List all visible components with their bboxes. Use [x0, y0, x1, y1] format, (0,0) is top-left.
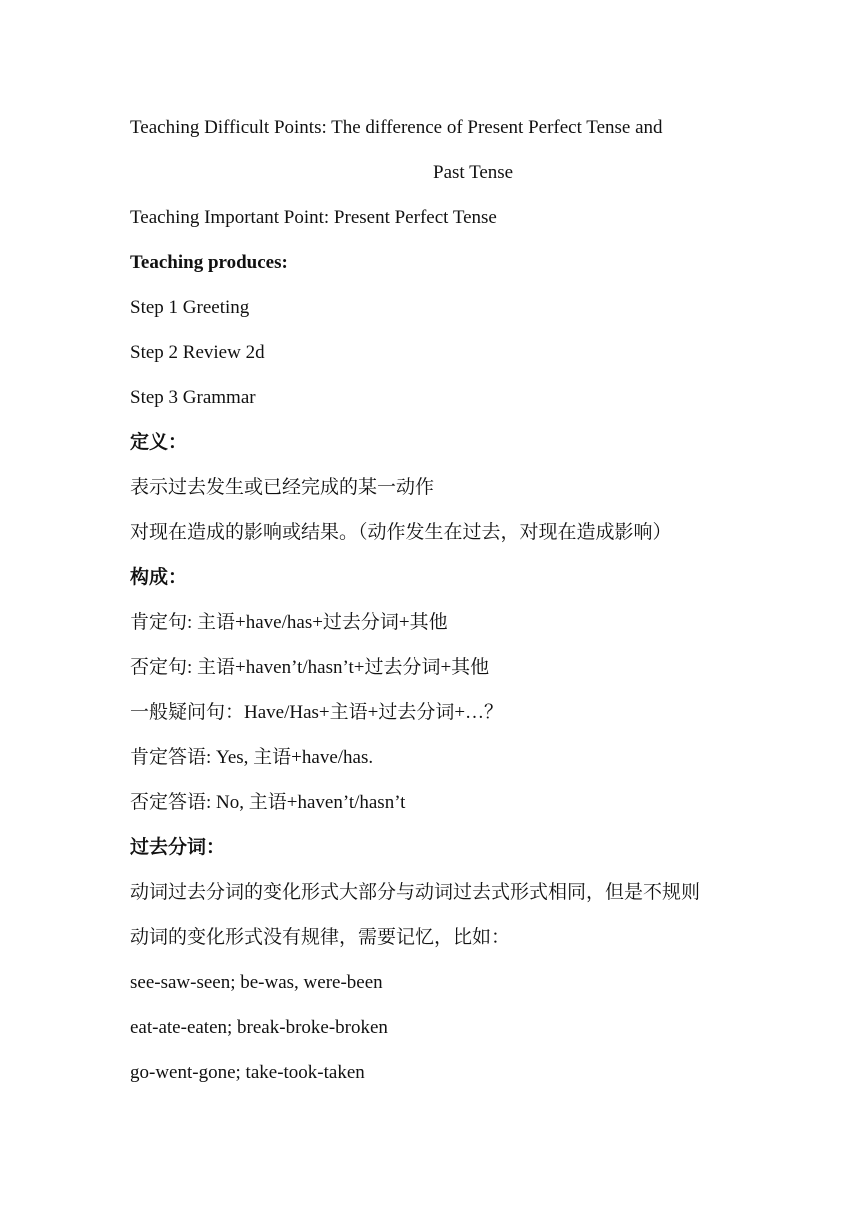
- structure-heading: 构成：: [130, 567, 188, 588]
- structure-line: 否定句: 主语+haven’t/hasn’t+过去分词+其他: [130, 657, 490, 678]
- definition-heading: 定义：: [130, 432, 188, 453]
- participle-line: 动词过去分词的变化形式大部分与动词过去式形式相同，但是不规则: [130, 882, 701, 903]
- definition-line: 对现在造成的影响或结果。（动作发生在过去，对现在造成影响）: [130, 522, 672, 543]
- step-item: Step 1 Greeting: [130, 297, 250, 318]
- example-line: go-went-gone; take-took-taken: [130, 1062, 365, 1083]
- important-point-text: Teaching Important Point: Present Perfect Tense: [130, 207, 497, 228]
- structure-line: 肯定句: 主语+have/has+过去分词+其他: [130, 612, 448, 633]
- difficult-points-text: Teaching Difficult Points: The difference of Present Perfect Tense and: [130, 117, 663, 138]
- structure-line: 否定答语: No, 主语+haven’t/hasn’t: [130, 792, 406, 813]
- definition-line: 表示过去发生或已经完成的某一动作: [130, 477, 435, 498]
- difficult-points-continuation: Past Tense: [433, 162, 514, 183]
- example-line: see-saw-seen; be-was, were-been: [130, 972, 383, 993]
- participle-heading: 过去分词：: [130, 837, 226, 858]
- structure-line: 肯定答语: Yes, 主语+have/has.: [130, 747, 374, 768]
- example-line: eat-ate-eaten; break-broke-broken: [130, 1017, 388, 1038]
- participle-line: 动词的变化形式没有规律，需要记忆，比如：: [130, 927, 511, 948]
- step-item: Step 3 Grammar: [130, 387, 256, 408]
- structure-line: 一般疑问句：Have/Has+主语+过去分词+…？: [130, 702, 504, 723]
- step-item: Step 2 Review 2d: [130, 342, 265, 363]
- procedures-heading: Teaching produces:: [130, 252, 288, 273]
